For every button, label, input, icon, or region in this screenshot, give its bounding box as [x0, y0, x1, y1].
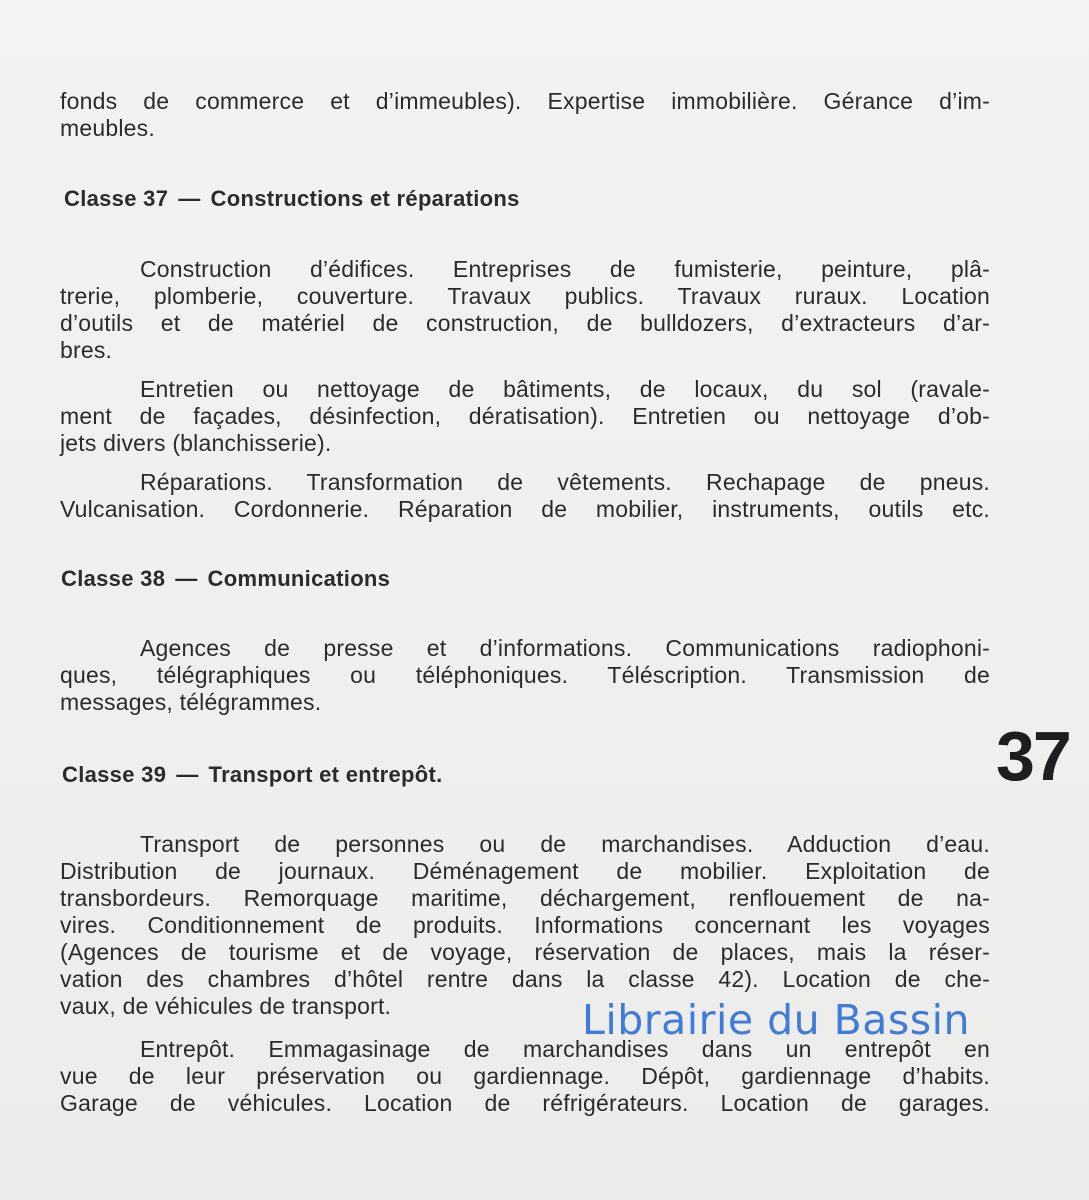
text-line: Distribution de journaux. Déménagement de mobilier. Exploitation de	[60, 858, 990, 884]
section-number: Classe 39	[62, 762, 167, 787]
text-line: Entretien ou nettoyage de bâtiments, de locaux, du sol (ravale-	[140, 376, 990, 402]
text-line: meubles.	[60, 115, 155, 141]
section-title: Transport et entrepôt.	[208, 762, 443, 787]
text-line: fonds de commerce et d’immeubles). Expertise immobilière. Gérance d’im-	[60, 88, 990, 114]
section-heading-classe-38	[61, 566, 390, 592]
text-line: transbordeurs. Remorquage maritime, déchargement, renflouement de na-	[60, 885, 990, 911]
page-number: 37	[996, 717, 1070, 795]
section-number: Classe 38	[61, 566, 166, 591]
text-line: Transport de personnes ou de marchandises. Adduction d’eau.	[140, 831, 990, 857]
paragraph	[60, 635, 990, 716]
paragraph	[60, 469, 990, 523]
section-title: Constructions et réparations	[210, 186, 520, 211]
text-line: Entrepôt. Emmagasinage de marchandises dans un entrepôt en	[140, 1036, 990, 1062]
text-line: Réparations. Transformation de vêtements. Rechapage de pneus.	[140, 469, 990, 495]
section-heading-classe-39	[62, 762, 443, 788]
watermark: Librairie du Bassin	[582, 996, 971, 1044]
paragraph	[60, 256, 990, 364]
paragraph	[60, 831, 990, 1020]
section-title: Communications	[207, 566, 391, 591]
text-line: bres.	[60, 337, 113, 363]
text-line: d’outils et de matériel de construction, de bulldozers, d’extracteurs d’ar-	[60, 310, 990, 336]
text-line: Garage de véhicules. Location de réfrigérateurs. Location de garages.	[60, 1090, 990, 1116]
heading-dash: —	[175, 566, 198, 591]
text-line: vation des chambres d’hôtel rentre dans la classe 42). Location de che-	[60, 966, 990, 992]
paragraph	[60, 1036, 990, 1117]
text-line: ques, télégraphiques ou téléphoniques. Téléscription. Transmission de	[60, 662, 990, 688]
intro-paragraph	[60, 88, 990, 142]
text-line: vaux, de véhicules de transport.	[60, 993, 392, 1019]
section-heading-classe-37	[64, 186, 520, 212]
text-line: messages, télégrammes.	[60, 689, 322, 715]
text-line: Vulcanisation. Cordonnerie. Réparation de mobilier, instruments, outils etc.	[60, 496, 990, 522]
heading-dash: —	[178, 186, 201, 211]
section-number: Classe 37	[64, 186, 169, 211]
text-line: (Agences de tourisme et de voyage, réservation de places, mais la réser-	[60, 939, 990, 965]
text-line: trerie, plomberie, couverture. Travaux publics. Travaux ruraux. Location	[60, 283, 990, 309]
text-line: Agences de presse et d’informations. Communications radiophoni-	[140, 635, 990, 661]
text-line: vue de leur préservation ou gardiennage. Dépôt, gardiennage d’habits.	[60, 1063, 990, 1089]
heading-dash: —	[176, 762, 199, 787]
text-line: ment de façades, désinfection, dératisation). Entretien ou nettoyage d’ob-	[60, 403, 990, 429]
text-line: Construction d’édifices. Entreprises de fumisterie, peinture, plâ-	[140, 256, 990, 282]
text-line: jets divers (blanchisserie).	[60, 430, 332, 456]
paragraph	[60, 376, 990, 457]
text-line: vires. Conditionnement de produits. Informations concernant les voyages	[60, 912, 990, 938]
